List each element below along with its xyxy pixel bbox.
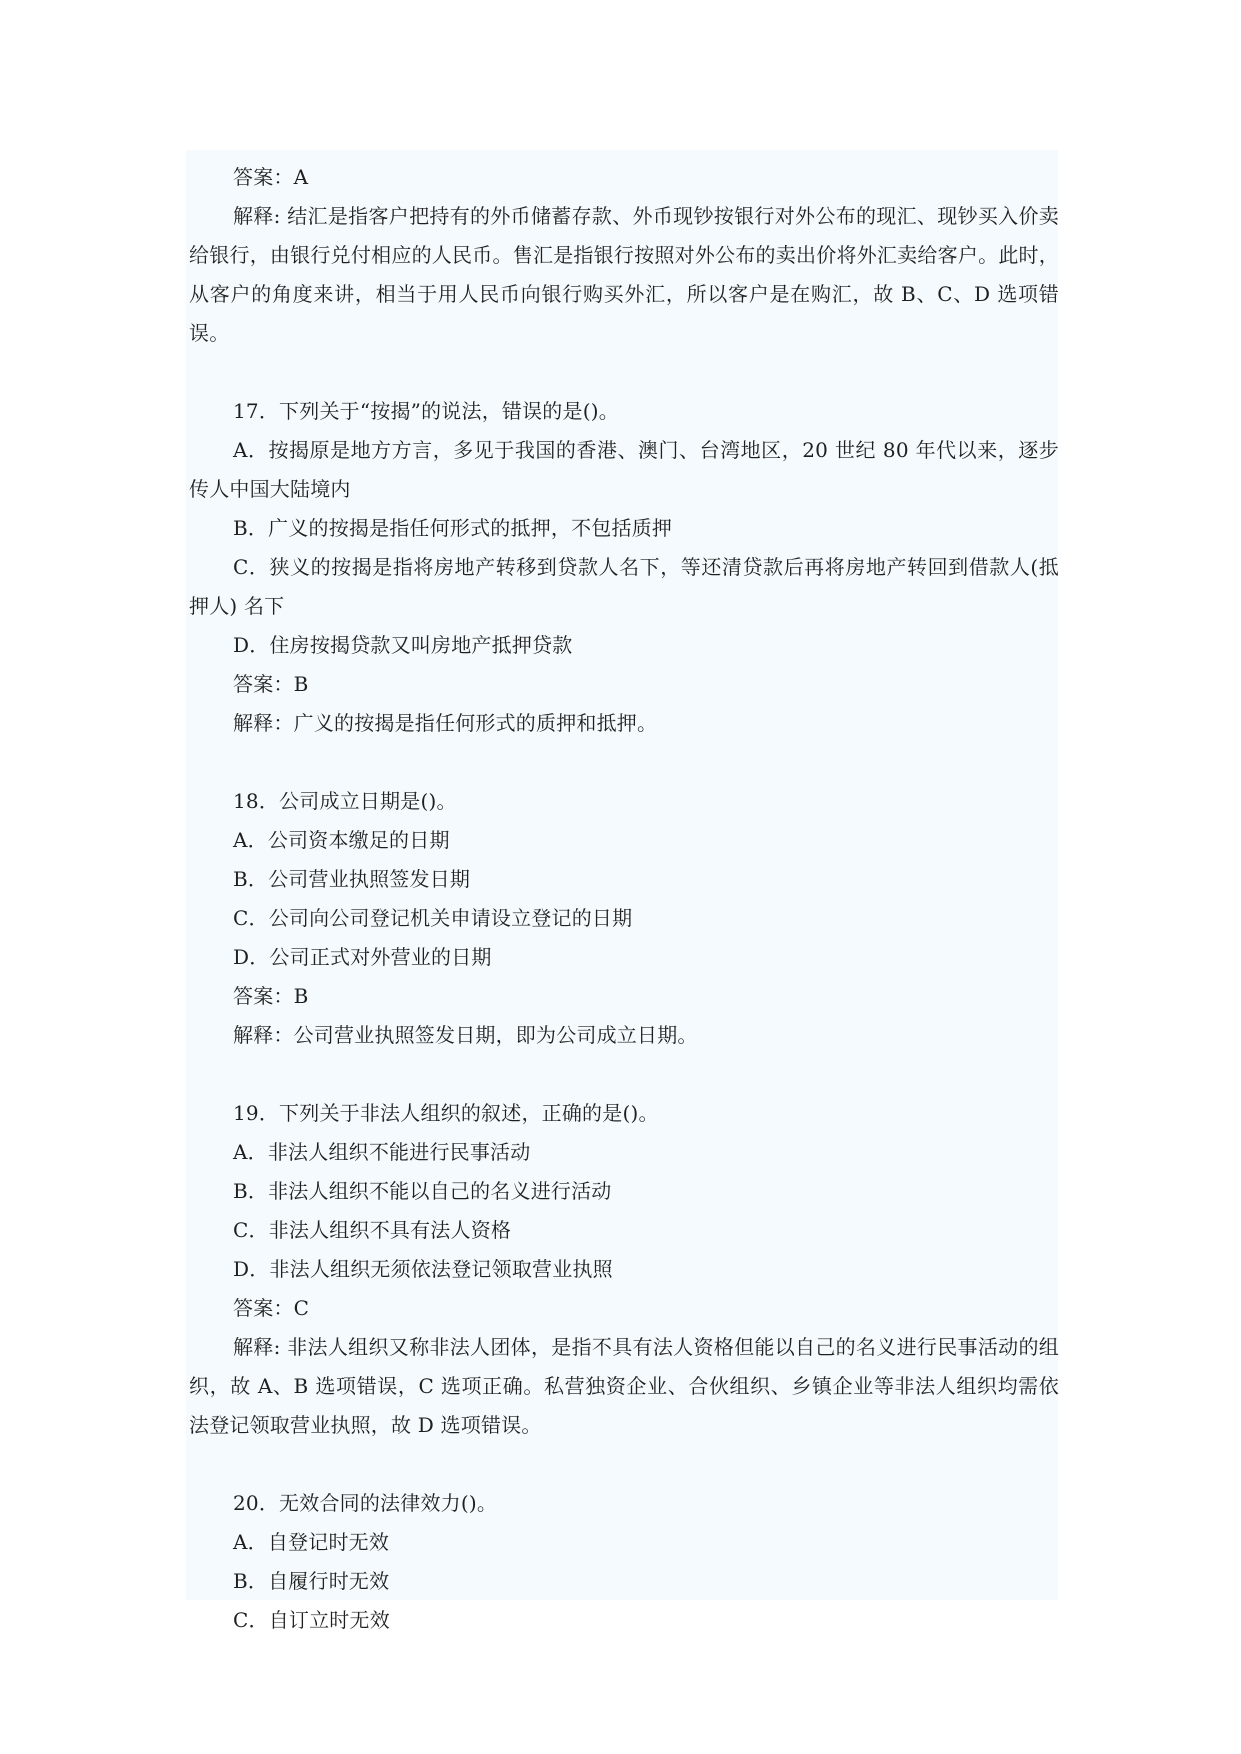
answer-line: 答案：A <box>233 165 309 189</box>
option-a: A．按揭原是地方方言，多见于我国的香港、澳门、台湾地区，20 世纪 80 年代以来，逐步传人中国大陆境内 <box>189 438 1059 501</box>
option-b: B．公司营业执照签发日期 <box>233 867 471 891</box>
spacer <box>189 1445 1059 1484</box>
question-16-tail <box>189 158 1059 353</box>
option-d: D．非法人组织无须依法登记领取营业执照 <box>233 1257 613 1281</box>
answer-line: 答案：B <box>233 672 309 696</box>
option-a: A．非法人组织不能进行民事活动 <box>233 1140 531 1164</box>
option-d: D．住房按揭贷款又叫房地产抵押贷款 <box>233 633 573 657</box>
option-b: B．自履行时无效 <box>233 1569 390 1593</box>
question-18 <box>189 782 1059 1055</box>
option-d: D．公司正式对外营业的日期 <box>233 945 492 969</box>
option-c: C．公司向公司登记机关申请设立登记的日期 <box>233 906 633 930</box>
option-b: B．广义的按揭是指任何形式的抵押，不包括质押 <box>233 516 673 540</box>
answer-line: 答案：C <box>233 1296 310 1320</box>
question-stem: 18．公司成立日期是()。 <box>233 789 457 813</box>
question-17 <box>189 392 1059 743</box>
option-c: C．非法人组织不具有法人资格 <box>233 1218 512 1242</box>
explanation-line: 解释：公司营业执照签发日期，即为公司成立日期。 <box>233 1023 698 1047</box>
question-20 <box>189 1484 1059 1640</box>
explanation-paragraph: 解释: 结汇是指客户把持有的外币储蓄存款、外币现钞按银行对外公布的现汇、现钞买入价卖给银行，由银行兑付相应的人民币。售汇是指银行按照对外公布的卖出价将外汇卖给客户。此时，从客户的角度来讲，相当于用人民币向银行购买外汇，所以客户是在购汇，故 B、C、D 选项错误。 <box>189 204 1059 345</box>
question-stem: 19．下列关于非法人组织的叙述，正确的是()。 <box>233 1101 659 1125</box>
spacer <box>189 743 1059 782</box>
question-stem: 20．无效合同的法律效力()。 <box>233 1491 498 1515</box>
question-stem: 17．下列关于“按揭”的说法，错误的是()。 <box>233 399 619 423</box>
option-a: A．公司资本缴足的日期 <box>233 828 450 852</box>
document-body <box>189 158 1059 1640</box>
option-a: A．自登记时无效 <box>233 1530 390 1554</box>
option-c: C．狭义的按揭是指将房地产转移到贷款人名下，等还清贷款后再将房地产转回到借款人(抵押人) 名下 <box>189 555 1059 618</box>
spacer <box>189 353 1059 392</box>
explanation-line: 解释：广义的按揭是指任何形式的质押和抵押。 <box>233 711 658 735</box>
explanation-paragraph: 解释: 非法人组织又称非法人团体，是指不具有法人资格但能以自己的名义进行民事活动的组织，故 A、B 选项错误，C 选项正确。私营独资企业、合伙组织、乡镇企业等非法人组织均需依法登记领取营业执照，故 D 选项错误。 <box>189 1335 1059 1437</box>
option-b: B．非法人组织不能以自己的名义进行活动 <box>233 1179 612 1203</box>
question-19 <box>189 1094 1059 1445</box>
spacer <box>189 1055 1059 1094</box>
answer-line: 答案：B <box>233 984 309 1008</box>
option-c: C．自订立时无效 <box>233 1608 390 1632</box>
